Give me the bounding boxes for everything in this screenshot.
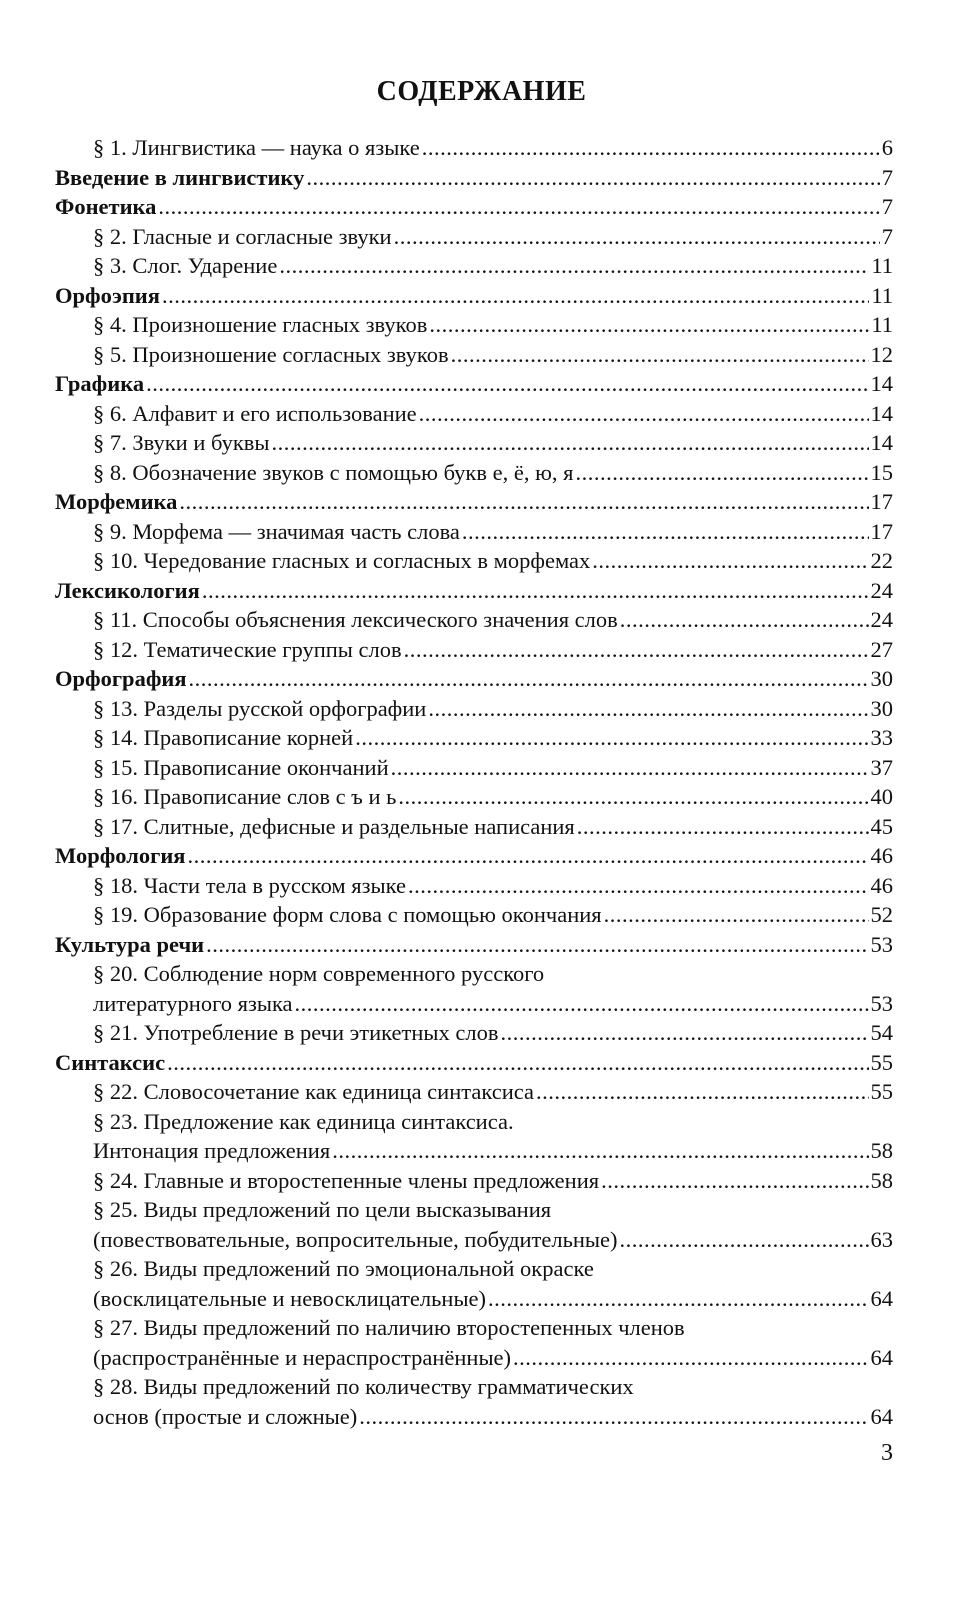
toc-page-number: 30 [870, 695, 893, 721]
toc-entry-title: § 21. Употребление в речи этикетных слов [93, 1020, 499, 1045]
toc-section-row [55, 664, 893, 694]
table-of-contents [55, 133, 893, 1431]
toc-section-row [55, 369, 893, 399]
toc-section-title: Графика [55, 371, 145, 396]
dot-leader [592, 546, 868, 576]
dot-leader [601, 1166, 868, 1196]
toc-page-number: 14 [870, 371, 893, 396]
toc-section-row [55, 1048, 893, 1078]
dot-leader [158, 192, 879, 222]
toc-entry-row [55, 1107, 893, 1137]
page-title: СОДЕРЖАНИЕ [376, 76, 587, 107]
dot-leader [189, 664, 869, 694]
dot-leader [513, 1343, 868, 1373]
toc-page-number: 7 [881, 223, 893, 249]
toc-entry-title: § 11. Способы объяснения лексического значения слов [93, 607, 618, 632]
dot-leader [462, 517, 869, 547]
dot-leader [332, 1136, 868, 1166]
toc-entry-row [55, 546, 893, 576]
toc-page-number: 40 [870, 784, 893, 809]
toc-entry-row [55, 1195, 893, 1225]
toc-page-number: 24 [870, 577, 893, 603]
toc-section-row [55, 163, 893, 193]
dot-leader [620, 1225, 869, 1255]
toc-entry-row [55, 635, 893, 665]
dot-leader [206, 930, 868, 960]
toc-entry-title: § 9. Морфема — значимая часть слова [93, 518, 460, 544]
dot-leader [146, 369, 868, 399]
dot-leader [451, 340, 869, 370]
toc-page-number: 54 [870, 1020, 893, 1045]
toc-entry-row [55, 1018, 893, 1048]
dot-leader [391, 753, 869, 783]
dot-leader [398, 782, 868, 812]
toc-section-row [55, 841, 893, 871]
dot-leader [295, 989, 869, 1019]
toc-page-number: 12 [870, 341, 893, 367]
dot-leader [422, 133, 880, 163]
toc-entry-title: § 8. Обозначение звуков с помощью букв е, ё, ю, я [93, 459, 574, 485]
toc-page-number: 53 [870, 990, 893, 1016]
toc-page-number: 58 [870, 1138, 893, 1163]
toc-entry-row [55, 605, 893, 635]
toc-section-row [55, 576, 893, 606]
toc-entry-row [55, 517, 893, 547]
toc-entry-title: § 20. Соблюдение норм современного русского [93, 961, 545, 986]
toc-entry-title: § 22. Словосочетание как единица синтаксиса [93, 1079, 534, 1104]
toc-entry-row [55, 1136, 893, 1166]
toc-entry-row [55, 723, 893, 753]
toc-section-title: Лексикология [55, 577, 200, 603]
toc-entry-title-continued: основ (простые и сложные) [93, 1403, 358, 1429]
dot-leader [604, 900, 869, 930]
toc-section-title: Введение в лингвистику [55, 164, 305, 190]
toc-entry-row [55, 251, 893, 281]
dot-leader [394, 222, 880, 252]
toc-entry-row [55, 1284, 893, 1314]
dot-leader [577, 812, 869, 842]
toc-entry-title: § 14. Правописание корней [93, 725, 354, 750]
dot-leader [576, 458, 869, 488]
toc-entry-row [55, 1166, 893, 1196]
dot-leader [488, 1284, 868, 1314]
toc-section-row [55, 192, 893, 222]
toc-entry-row [55, 1343, 893, 1373]
toc-page-number: 17 [870, 518, 893, 544]
toc-entry-row [55, 458, 893, 488]
toc-entry-row [55, 1313, 893, 1343]
toc-entry-row [55, 133, 893, 163]
toc-entry-title: § 3. Слог. Ударение [93, 253, 278, 278]
toc-page-number: 15 [870, 459, 893, 485]
toc-page-number: 52 [870, 902, 893, 927]
toc-page-number: 64 [870, 1403, 893, 1429]
toc-page-number: 27 [870, 636, 893, 662]
toc-page-number: 7 [881, 194, 893, 219]
toc-section-row [55, 487, 893, 517]
toc-page-number: 24 [870, 607, 893, 632]
toc-page-number: 58 [870, 1167, 893, 1193]
toc-entry-title: § 28. Виды предложений по количеству грамматических [93, 1374, 634, 1399]
toc-entry-title: § 18. Части тела в русском языке [93, 872, 406, 898]
toc-entry-row [55, 428, 893, 458]
dot-leader [162, 281, 869, 311]
toc-entry-row [55, 959, 893, 989]
toc-page-number: 55 [870, 1049, 893, 1075]
toc-entry-title: § 15. Правописание окончаний [93, 754, 389, 780]
toc-entry-title: § 12. Тематические группы слов [93, 636, 402, 662]
toc-section-title: Морфемика [55, 489, 178, 514]
toc-page-number: 14 [870, 400, 893, 426]
toc-entry-title-continued: Интонация предложения [93, 1138, 331, 1163]
toc-page-number: 37 [870, 754, 893, 780]
toc-page-number: 11 [871, 312, 893, 337]
toc-section-title: Культура речи [55, 931, 205, 957]
toc-entry-title: § 24. Главные и второстепенные члены предложения [93, 1167, 600, 1193]
dot-leader [272, 428, 869, 458]
toc-entry-title: § 19. Образование форм слова с помощью окончания [93, 902, 602, 927]
toc-entry-title: § 4. Произношение гласных звуков [93, 312, 428, 337]
toc-page-number: 46 [870, 872, 893, 898]
dot-leader [355, 723, 868, 753]
toc-page-number: 22 [870, 548, 893, 573]
dot-leader [187, 841, 868, 871]
toc-entry-row [55, 1402, 893, 1432]
toc-section-title: Морфология [55, 843, 186, 868]
toc-page-number: 46 [870, 843, 893, 868]
dot-leader [408, 871, 869, 901]
toc-entry-title-continued: (восклицательные и невосклицательные) [93, 1285, 487, 1311]
dot-leader [620, 605, 869, 635]
toc-page-number: 53 [870, 931, 893, 957]
dot-leader [359, 1402, 868, 1432]
page-number: 3 [881, 1440, 893, 1466]
toc-entry-title: § 2. Гласные и согласные звуки [93, 223, 392, 249]
dot-leader [429, 310, 869, 340]
dot-leader [306, 163, 879, 193]
toc-entry-title-continued: литературного языка [93, 990, 293, 1016]
toc-entry-title: § 23. Предложение как единица синтаксиса. [93, 1108, 514, 1134]
toc-page-number: 11 [871, 253, 893, 278]
dot-leader [279, 251, 869, 281]
toc-page-number: 14 [870, 430, 893, 455]
toc-entry-title: § 1. Лингвистика — наука о языке [93, 135, 420, 160]
toc-page-number: 30 [870, 666, 893, 691]
toc-entry-row [55, 222, 893, 252]
toc-entry-title: § 13. Разделы русской орфографии [93, 695, 427, 721]
toc-page-number: 64 [870, 1285, 893, 1311]
toc-page-number: 6 [881, 135, 893, 160]
dot-leader [167, 1048, 868, 1078]
toc-entry-title: § 16. Правописание слов с ъ и ь [93, 784, 397, 809]
toc-section-title: Орфография [55, 666, 187, 691]
toc-page-number: 55 [870, 1079, 893, 1104]
toc-section-title: Фонетика [55, 194, 157, 219]
dot-leader [404, 635, 869, 665]
dot-leader [202, 576, 869, 606]
toc-page-number: 33 [870, 725, 893, 750]
dot-leader [179, 487, 868, 517]
toc-entry-row [55, 1254, 893, 1284]
toc-page-number: 17 [870, 489, 893, 514]
toc-section-title: Орфоэпия [55, 282, 160, 308]
toc-entry-title: § 5. Произношение согласных звуков [93, 341, 449, 367]
toc-page-number: 45 [870, 813, 893, 839]
toc-entry-row [55, 753, 893, 783]
dot-leader [419, 399, 869, 429]
toc-entry-row [55, 310, 893, 340]
toc-entry-row [55, 871, 893, 901]
toc-section-title: Синтаксис [55, 1049, 166, 1075]
toc-entry-row [55, 694, 893, 724]
toc-section-row [55, 281, 893, 311]
dot-leader [428, 694, 868, 724]
dot-leader [536, 1077, 869, 1107]
toc-page-number: 63 [870, 1226, 893, 1252]
toc-entry-title: § 7. Звуки и буквы [93, 430, 270, 455]
toc-entry-title: § 10. Чередование гласных и согласных в морфемах [93, 548, 591, 573]
toc-entry-title-continued: (распространённые и нераспространённые) [93, 1344, 512, 1370]
toc-entry-title: § 17. Слитные, дефисные и раздельные написания [93, 813, 575, 839]
toc-entry-row [55, 1372, 893, 1402]
toc-page-number: 64 [870, 1344, 893, 1370]
toc-page-number: 7 [881, 164, 893, 190]
toc-entry-row [55, 782, 893, 812]
toc-entry-row [55, 1225, 893, 1255]
toc-entry-title-continued: (повествовательные, вопросительные, побудительные) [93, 1226, 618, 1252]
toc-entry-title: § 26. Виды предложений по эмоциональной окраске [93, 1256, 594, 1281]
dot-leader [500, 1018, 868, 1048]
toc-entry-title: § 25. Виды предложений по цели высказывания [93, 1197, 552, 1222]
toc-entry-title: § 6. Алфавит и его использование [93, 400, 417, 426]
toc-page-number: 11 [871, 282, 893, 308]
toc-entry-row [55, 340, 893, 370]
toc-entry-row [55, 989, 893, 1019]
toc-entry-row [55, 399, 893, 429]
toc-entry-row [55, 812, 893, 842]
toc-entry-row [55, 1077, 893, 1107]
toc-section-row [55, 930, 893, 960]
toc-entry-title: § 27. Виды предложений по наличию второстепенных членов [93, 1315, 685, 1340]
toc-entry-row [55, 900, 893, 930]
